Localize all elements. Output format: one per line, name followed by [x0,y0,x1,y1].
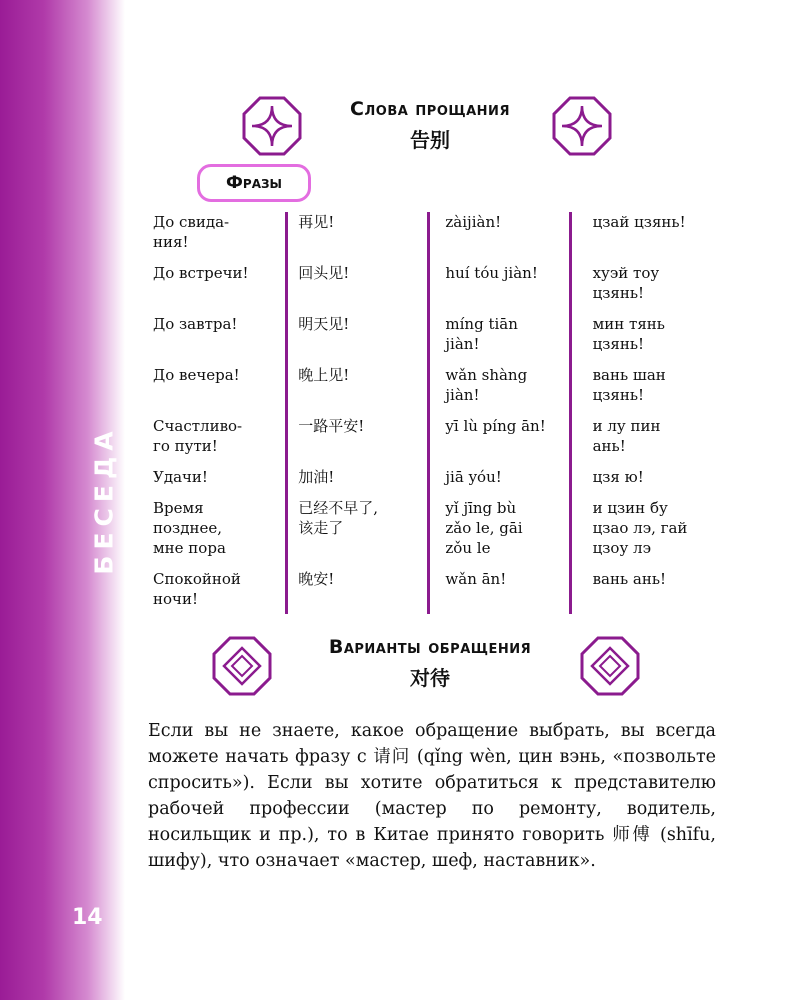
table-row [150,569,720,609]
phrase-transliteration: вань шан цзянь! [592,366,666,404]
section-title: Слова прощания [350,98,510,120]
phrase-pinyin: zàijiàn! [445,213,502,231]
phrase-transliteration: и лу пин ань! [592,417,661,455]
phrase-chinese: 再见! [298,213,335,231]
phrase-pinyin: yǐ jīng bù zǎo le, gāi zǒu le [445,499,523,557]
table-row [150,498,720,558]
phrase-pinyin: wǎn ān! [445,570,507,588]
phrase-russian: До свида- ния! [153,213,230,251]
phrase-chinese: 加油! [298,468,335,486]
phrase-chinese: 明天见! [298,315,350,333]
phrase-russian: Счастливо- го пути! [153,417,243,455]
phrase-russian: До завтра! [153,315,238,333]
table-row [150,212,720,252]
phrase-pinyin: jiā yóu! [445,468,502,486]
phrase-pinyin: huí tóu jiàn! [445,264,538,282]
phrase-chinese: 晚安! [298,570,335,588]
body-paragraph: Если вы не знаете, какое обращение выбрать, вы всегда можете начать фразу с 请问 (qǐng wèn, цин вэнь, «позвольте спросить»). Если вы хотите обратиться к представителю рабочей профессии (мастер по ремонту, водитель, носильщик и пр.), то в Китае принято говорить 师傅 (shīfu, шифу), что означает «мастер, шеф, наставник». [148,721,716,871]
phrase-pinyin: míng tiān jiàn! [445,315,518,353]
phrase-transliteration: и цзин бу цзао лэ, гай цзоу лэ [592,499,688,557]
table-row [150,365,720,405]
phrase-russian: Время позднее, мне пора [153,499,226,557]
section-title: Варианты обращения [328,636,532,658]
phrases-tag: Фразы [197,164,311,202]
section-side-label: БЕСЕДА [89,425,119,575]
table-row [150,263,720,303]
octagon-ornament-icon [210,634,274,698]
phrase-transliteration: цзя ю! [592,468,644,486]
table-row [150,314,720,354]
table-row [150,416,720,456]
phrase-chinese: 回头见! [298,264,350,282]
phrase-pinyin: yī lù píng ān! [445,417,546,435]
phrase-transliteration: вань ань! [592,570,667,588]
phrase-russian: Удачи! [153,468,208,486]
section-heading-farewell [280,98,580,153]
phrase-russian: До вечера! [153,366,240,384]
phrase-chinese: 已经不早了, 该走了 [298,499,378,537]
phrase-transliteration: хуэй тоу цзянь! [592,264,660,302]
phrases-table [150,212,720,620]
phrase-chinese: 一路平安! [298,417,365,435]
section-title-chinese: 对待 [410,666,450,690]
phrase-transliteration: цзай цзянь! [592,213,686,231]
octagon-ornament-icon [578,634,642,698]
section-title-chinese: 告别 [410,128,450,152]
table-row [150,467,720,487]
phrase-chinese: 晚上见! [298,366,350,384]
phrase-russian: Спокойной ночи! [153,570,241,608]
phrase-russian: До встречи! [153,264,249,282]
phrase-transliteration: мин тянь цзянь! [592,315,665,353]
phrase-pinyin: wǎn shàng jiàn! [445,366,528,404]
page-number: 14 [72,905,103,930]
section-heading-address [280,636,580,691]
